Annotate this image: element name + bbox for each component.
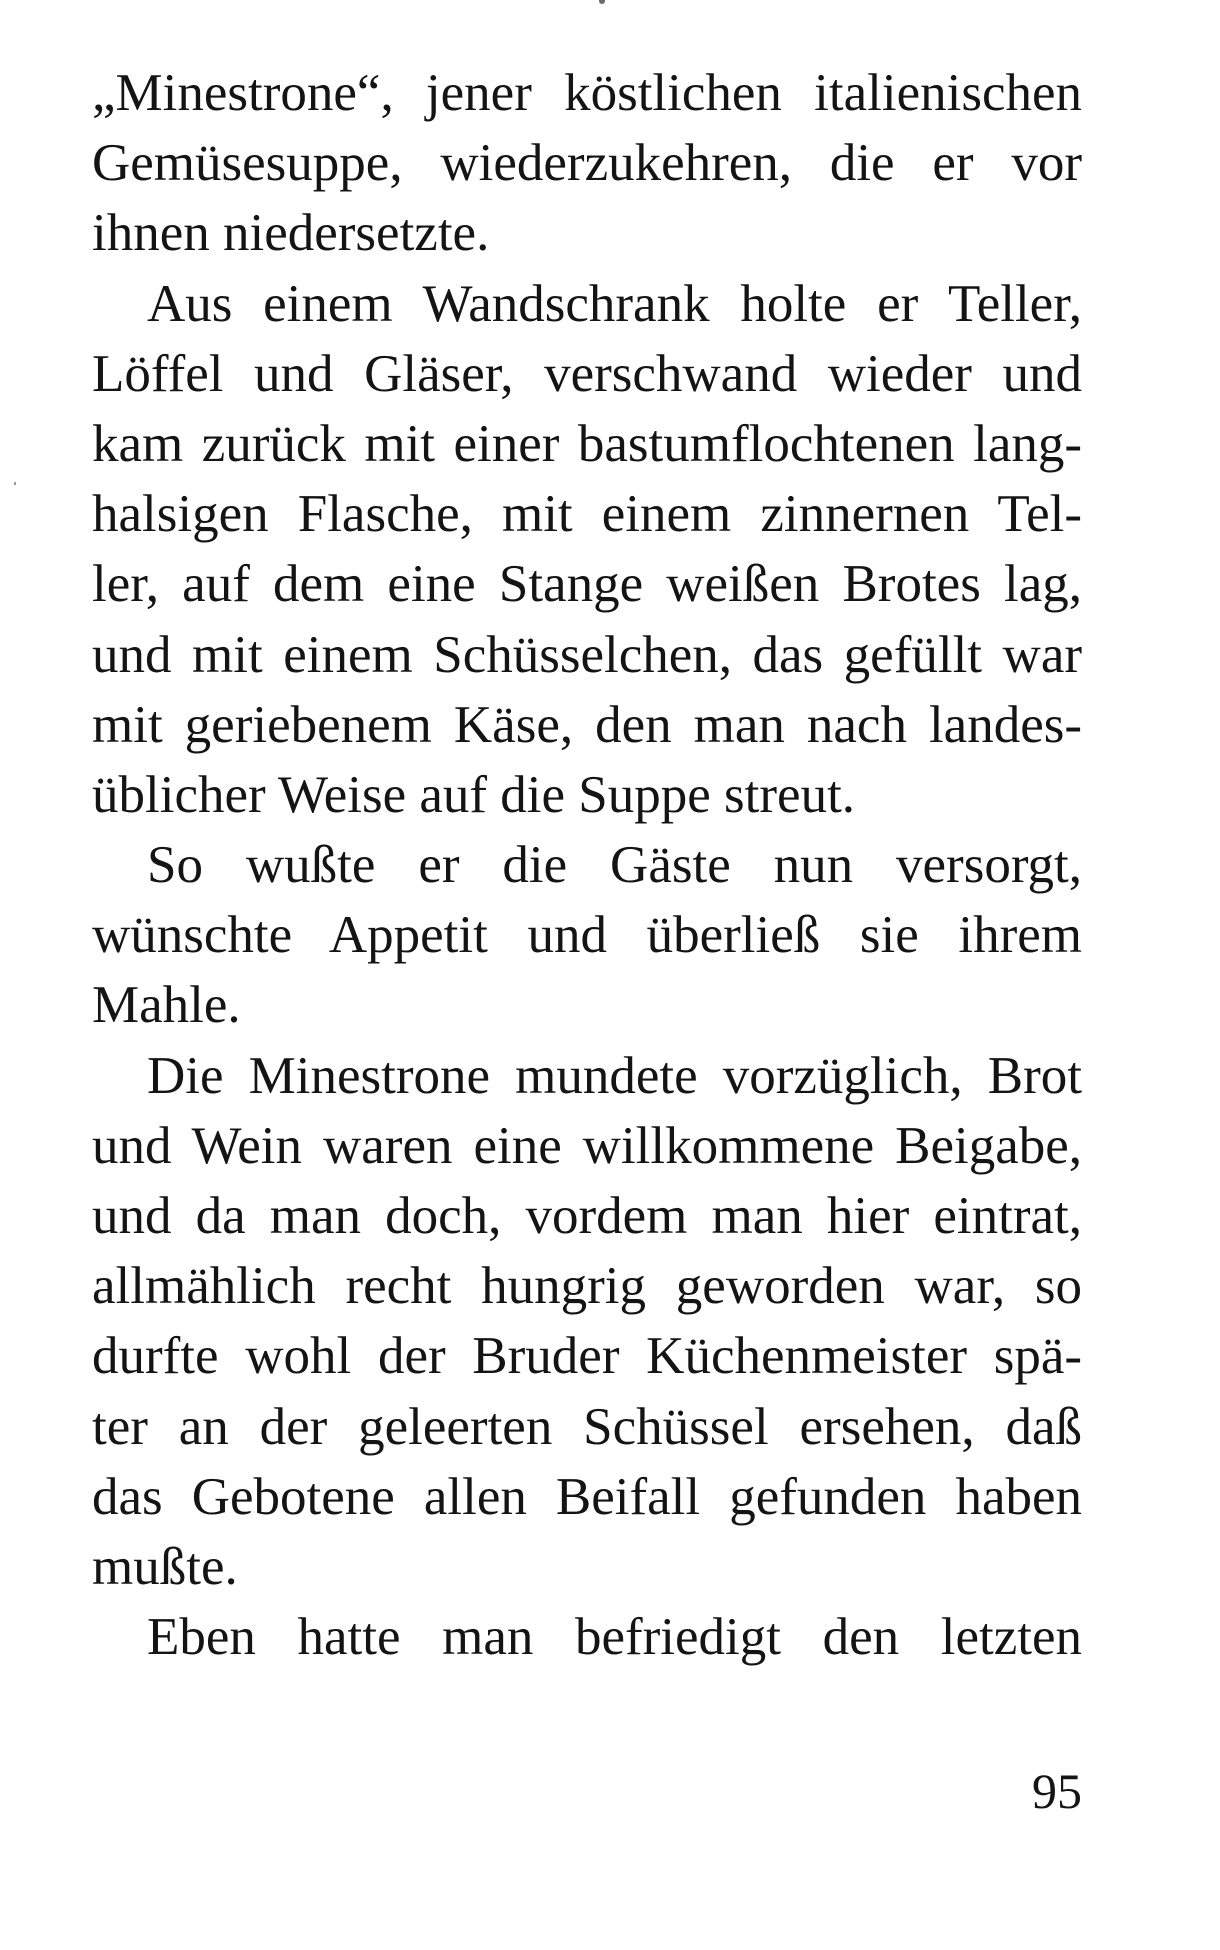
text-line: halsigen Flasche, mit einem zinnernen Tel- bbox=[92, 485, 1082, 544]
text-line: und da man doch, vordem man hier eintrat, bbox=[92, 1187, 1082, 1245]
text-line: „Minestrone“, jener köstlichen italienischen bbox=[92, 64, 1082, 122]
body-text bbox=[92, 58, 1082, 1672]
text-line: allmählich recht hungrig geworden war, so bbox=[92, 1257, 1082, 1316]
text-line: üblicher Weise auf die Suppe streut. bbox=[92, 765, 856, 824]
text-line: und Wein waren eine willkommene Beigabe, bbox=[92, 1116, 1082, 1175]
text-line: wünschte Appetit und überließ sie ihrem bbox=[92, 906, 1082, 965]
text-line: kam zurück mit einer bastumflochtenen lang- bbox=[92, 414, 1082, 473]
text-line: Die Minestrone mundete vorzüglich, Brot bbox=[147, 1046, 1082, 1105]
top-edge-mark bbox=[599, 0, 605, 4]
text-line: ihnen niedersetzte. bbox=[92, 204, 490, 263]
text-line: Löffel und Gläser, verschwand wieder und bbox=[92, 344, 1082, 403]
text-line: Eben hatte man befriedigt den letzten bbox=[147, 1608, 1082, 1667]
page-number: 95 bbox=[1032, 1763, 1082, 1819]
text-line: Gemüsesuppe, wiederzukehren, die er vor bbox=[92, 134, 1082, 193]
text-line: und mit einem Schüsselchen, das gefüllt war bbox=[92, 625, 1082, 684]
text-line: durfte wohl der Bruder Küchenmeister spä- bbox=[92, 1327, 1082, 1386]
text-line: Aus einem Wandschrank holte er Teller, bbox=[147, 274, 1082, 333]
text-line: Mahle. bbox=[92, 976, 241, 1035]
text-line: ler, auf dem eine Stange weißen Brotes lag, bbox=[92, 555, 1082, 614]
margin-speck bbox=[14, 482, 16, 485]
text-line: So wußte er die Gäste nun versorgt, bbox=[147, 836, 1082, 895]
text-line: mit geriebenem Käse, den man nach landes- bbox=[92, 695, 1082, 754]
text-line: das Gebotene allen Beifall gefunden haben bbox=[92, 1467, 1082, 1526]
text-line: mußte. bbox=[92, 1537, 238, 1596]
text-line: ter an der geleerten Schüssel ersehen, daß bbox=[92, 1397, 1082, 1456]
